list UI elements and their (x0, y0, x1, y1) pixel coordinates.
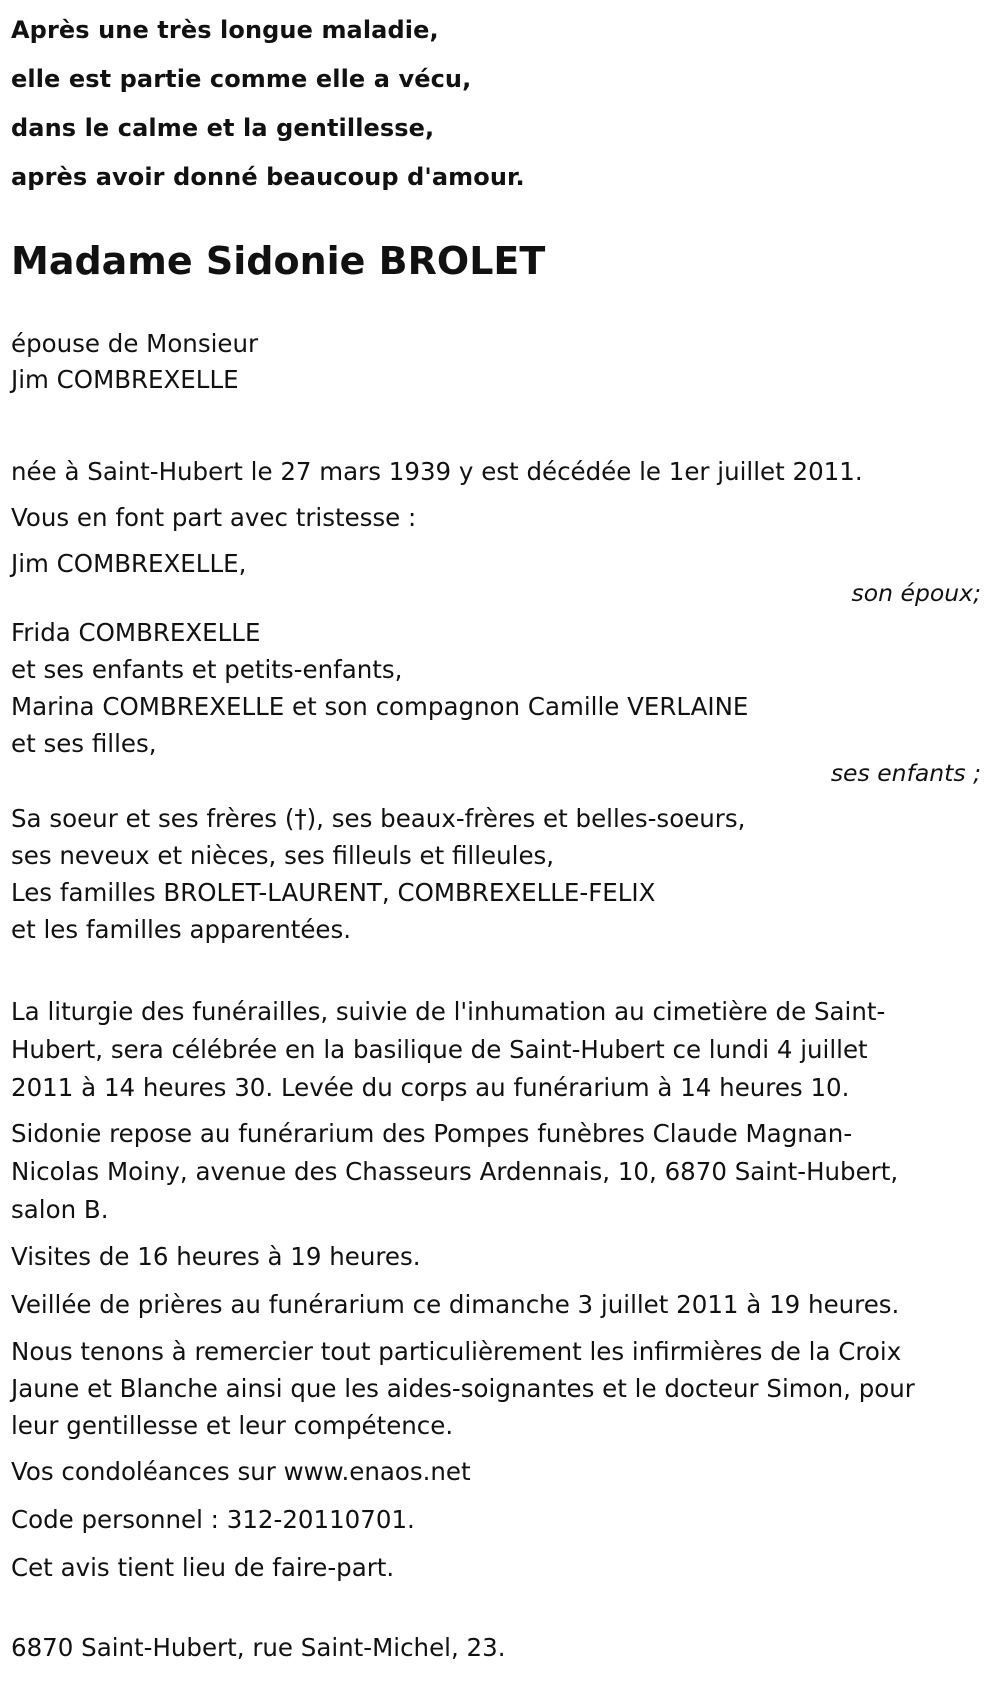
children-line: et ses enfants et petits-enfants, (11, 655, 403, 684)
poem-line: Après une très longue maladie, (11, 16, 439, 44)
children-block (11, 614, 991, 762)
vigil-line: Veillée de prières au funérarium ce dimanche 3 juillet 2011 à 19 heures. (11, 1290, 900, 1319)
poem-line: après avoir donné beaucoup d'amour. (11, 163, 525, 191)
liturgy-paragraph (11, 993, 991, 1107)
poem-line: elle est partie comme elle a vécu, (11, 65, 472, 93)
liturgy-line: 2011 à 14 heures 30. Levée du corps au funérarium à 14 heures 10. (11, 1073, 850, 1102)
children-role: ses enfants ; (830, 759, 981, 787)
rest-line: Sidonie repose au funérarium des Pompes funèbres Claude Magnan- (11, 1119, 853, 1148)
spouse-block (11, 326, 991, 398)
address-line: 6870 Saint-Hubert, rue Saint-Michel, 23. (11, 1633, 506, 1662)
spouse-line: Jim COMBREXELLE (11, 365, 239, 394)
rest-paragraph (11, 1115, 991, 1229)
rest-line: Nicolas Moiny, avenue des Chasseurs Ardennais, 10, 6870 Saint-Hubert, (11, 1157, 899, 1186)
children-line: et ses filles, (11, 729, 157, 758)
opening-poem (11, 6, 991, 202)
liturgy-line: La liturgie des funérailles, suivie de l'inhumation au cimetière de Saint- (11, 997, 886, 1026)
liturgy-line: Hubert, sera célébrée en la basilique de Saint-Hubert ce lundi 4 juillet (11, 1035, 868, 1064)
husband-name: Jim COMBREXELLE, (11, 549, 247, 578)
notice-line: Cet avis tient lieu de faire-part. (11, 1553, 395, 1582)
family-line: Sa soeur et ses frères (†), ses beaux-frères et belles-soeurs, (11, 804, 746, 833)
thanks-line: Nous tenons à remercier tout particulièrement les infirmières de la Croix (11, 1337, 902, 1366)
condolences-line: Vos condoléances sur www.enaos.net (11, 1457, 471, 1486)
husband-role: son époux; (851, 579, 981, 607)
announce-line: Vous en font part avec tristesse : (11, 503, 417, 532)
children-line: Marina COMBREXELLE et son compagnon Camille VERLAINE (11, 692, 749, 721)
thanks-line: leur gentillesse et leur compétence. (11, 1411, 454, 1440)
rest-line: salon B. (11, 1195, 109, 1224)
children-line: Frida COMBREXELLE (11, 618, 261, 647)
family-line: Les familles BROLET-LAURENT, COMBREXELLE-FELIX (11, 878, 656, 907)
deceased-name: Madame Sidonie BROLET (11, 239, 546, 283)
code-line: Code personnel : 312-20110701. (11, 1505, 415, 1534)
visits-line: Visites de 16 heures à 19 heures. (11, 1242, 421, 1271)
obituary-notice (11, 0, 991, 1668)
thanks-line: Jaune et Blanche ainsi que les aides-soignantes et le docteur Simon, pour (11, 1374, 915, 1403)
birth-death-line: née à Saint-Hubert le 27 mars 1939 y est décédée le 1er juillet 2011. (11, 457, 863, 486)
family-line: et les familles apparentées. (11, 915, 352, 944)
family-block (11, 800, 991, 948)
poem-line: dans le calme et la gentillesse, (11, 114, 435, 142)
spouse-line: épouse de Monsieur (11, 329, 259, 358)
thanks-paragraph (11, 1333, 991, 1444)
family-line: ses neveux et nièces, ses filleuls et filleules, (11, 841, 555, 870)
